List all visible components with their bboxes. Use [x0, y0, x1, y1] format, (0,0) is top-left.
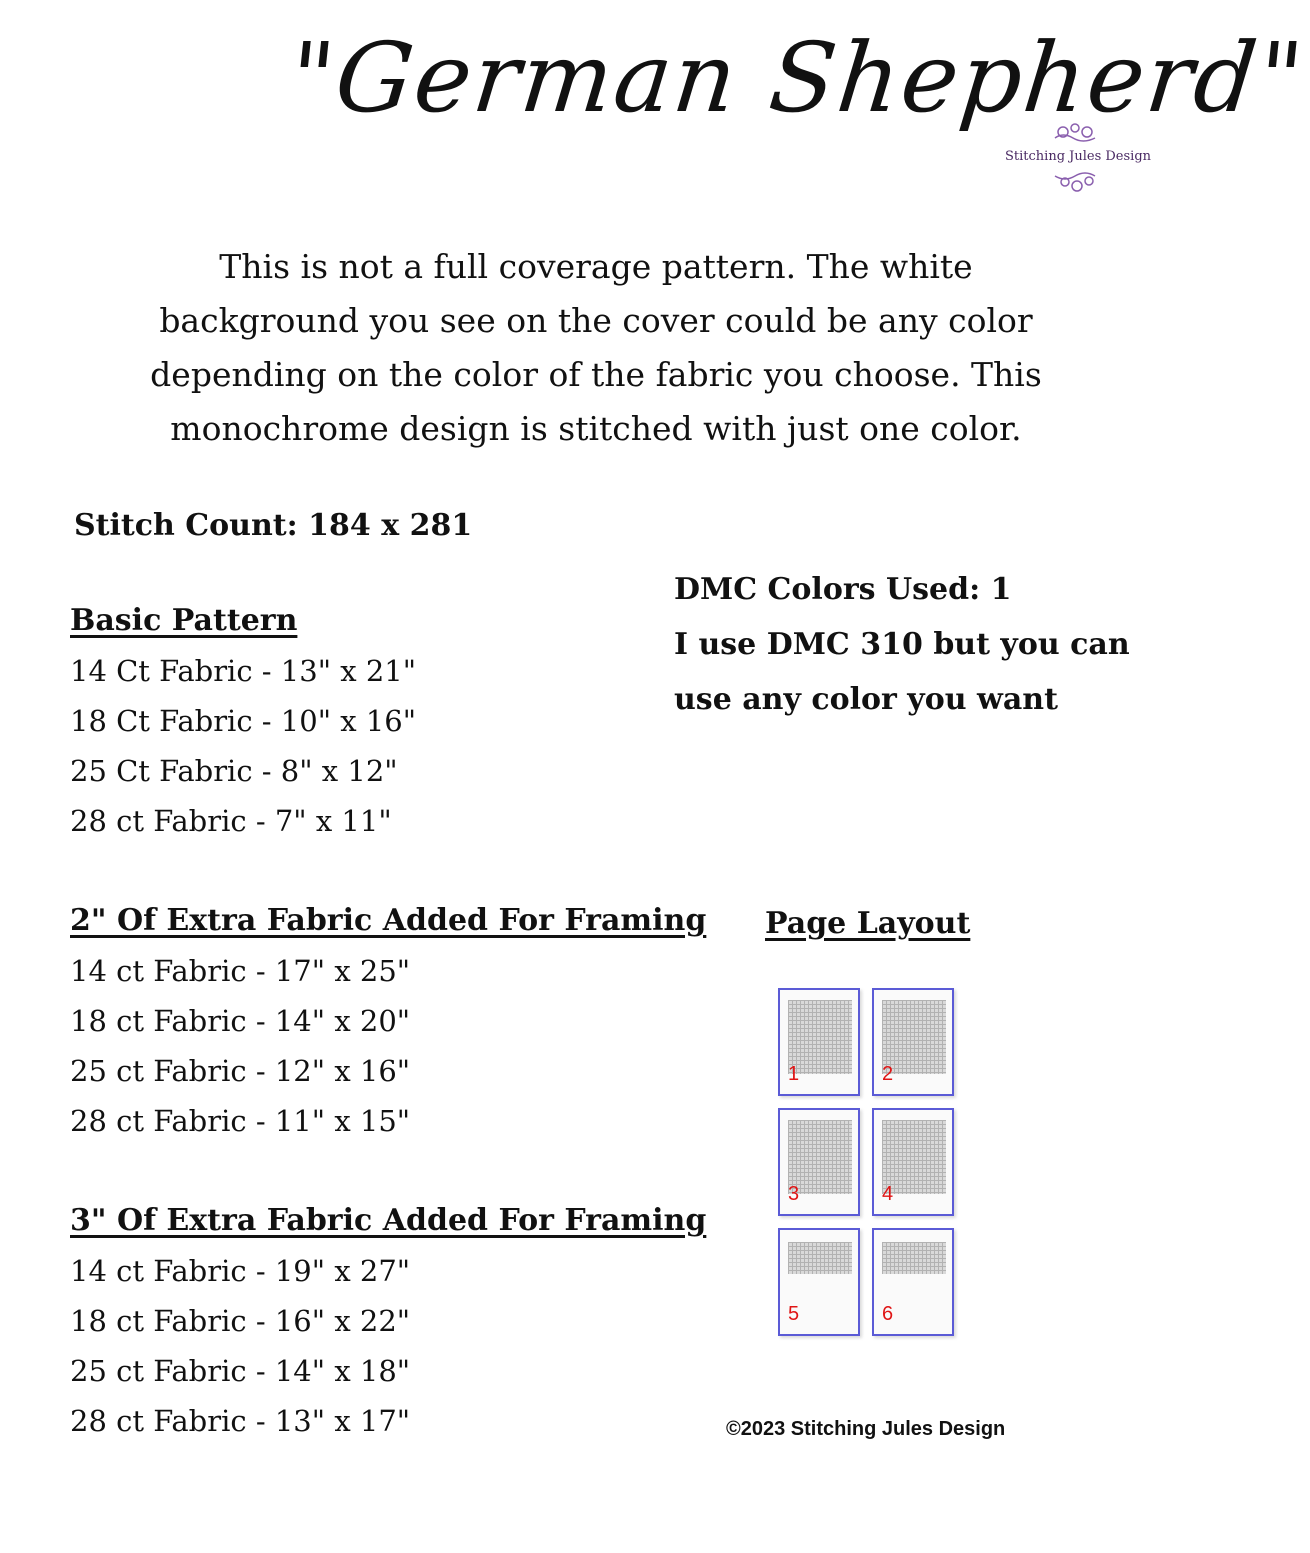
dmc-note-line: use any color you want	[674, 682, 1058, 717]
extra-3-inch-section	[70, 1196, 706, 1446]
stitch-count: Stitch Count: 184 x 281	[74, 508, 473, 543]
fabric-size-row: 14 Ct Fabric - 13" x 21"	[70, 654, 417, 688]
fabric-size-row: 28 ct Fabric - 13" x 17"	[70, 1404, 411, 1438]
section-heading: 3" Of Extra Fabric Added For Framing	[70, 1203, 707, 1238]
page-number: 6	[882, 1303, 894, 1325]
page-thumbnail	[872, 1228, 954, 1336]
page-thumbnail	[778, 1108, 860, 1216]
section-heading: 2" Of Extra Fabric Added For Framing	[70, 903, 707, 938]
page-layout-heading: Page Layout	[765, 906, 971, 941]
fabric-size-row: 25 ct Fabric - 12" x 16"	[70, 1054, 411, 1088]
copyright-notice: ©2023 Stitching Jules Design	[726, 1418, 1006, 1440]
fabric-size-row: 14 ct Fabric - 19" x 27"	[70, 1254, 411, 1288]
basic-pattern-section	[70, 596, 416, 846]
logo-text: Stitching Jules Design	[1005, 149, 1152, 164]
extra-2-inch-section	[70, 896, 706, 1146]
fabric-size-row: 18 ct Fabric - 14" x 20"	[70, 1004, 411, 1038]
fabric-size-row: 28 ct Fabric - 11" x 15"	[70, 1104, 411, 1138]
page-thumbnail	[778, 988, 860, 1096]
fabric-size-row: 18 Ct Fabric - 10" x 16"	[70, 704, 417, 738]
page-number: 2	[882, 1063, 894, 1085]
section-heading: Basic Pattern	[70, 603, 298, 638]
page-thumbnail	[872, 1108, 954, 1216]
page-title: "German Shepherd"	[284, 22, 1310, 134]
page-number: 5	[788, 1303, 800, 1325]
brand-logo	[1005, 120, 1152, 200]
page-thumbnail	[778, 1228, 860, 1336]
intro-paragraph: This is not a full coverage pattern. The white background you see on the cover could be any color depending on the color of the fabric you choose. This monochrome design is stitched with just one color.	[150, 247, 1042, 448]
page-number: 3	[788, 1183, 800, 1205]
fabric-size-row: 18 ct Fabric - 16" x 22"	[70, 1304, 411, 1338]
dmc-note-line: I use DMC 310 but you can	[674, 627, 1130, 662]
dmc-colors-block	[674, 562, 1130, 727]
chart-grid-preview	[788, 1242, 852, 1274]
chart-grid-preview	[882, 1242, 946, 1274]
fabric-size-row: 25 ct Fabric - 14" x 18"	[70, 1354, 411, 1388]
page-number: 1	[788, 1063, 800, 1085]
fabric-size-row: 28 ct Fabric - 7" x 11"	[70, 804, 392, 838]
page-number: 4	[882, 1183, 894, 1205]
fabric-size-row: 25 Ct Fabric - 8" x 12"	[70, 754, 398, 788]
page-layout-thumbnails	[778, 988, 962, 1344]
page-thumbnail	[872, 988, 954, 1096]
fabric-size-row: 14 ct Fabric - 17" x 25"	[70, 954, 411, 988]
dmc-colors-used: DMC Colors Used: 1	[674, 572, 1012, 607]
